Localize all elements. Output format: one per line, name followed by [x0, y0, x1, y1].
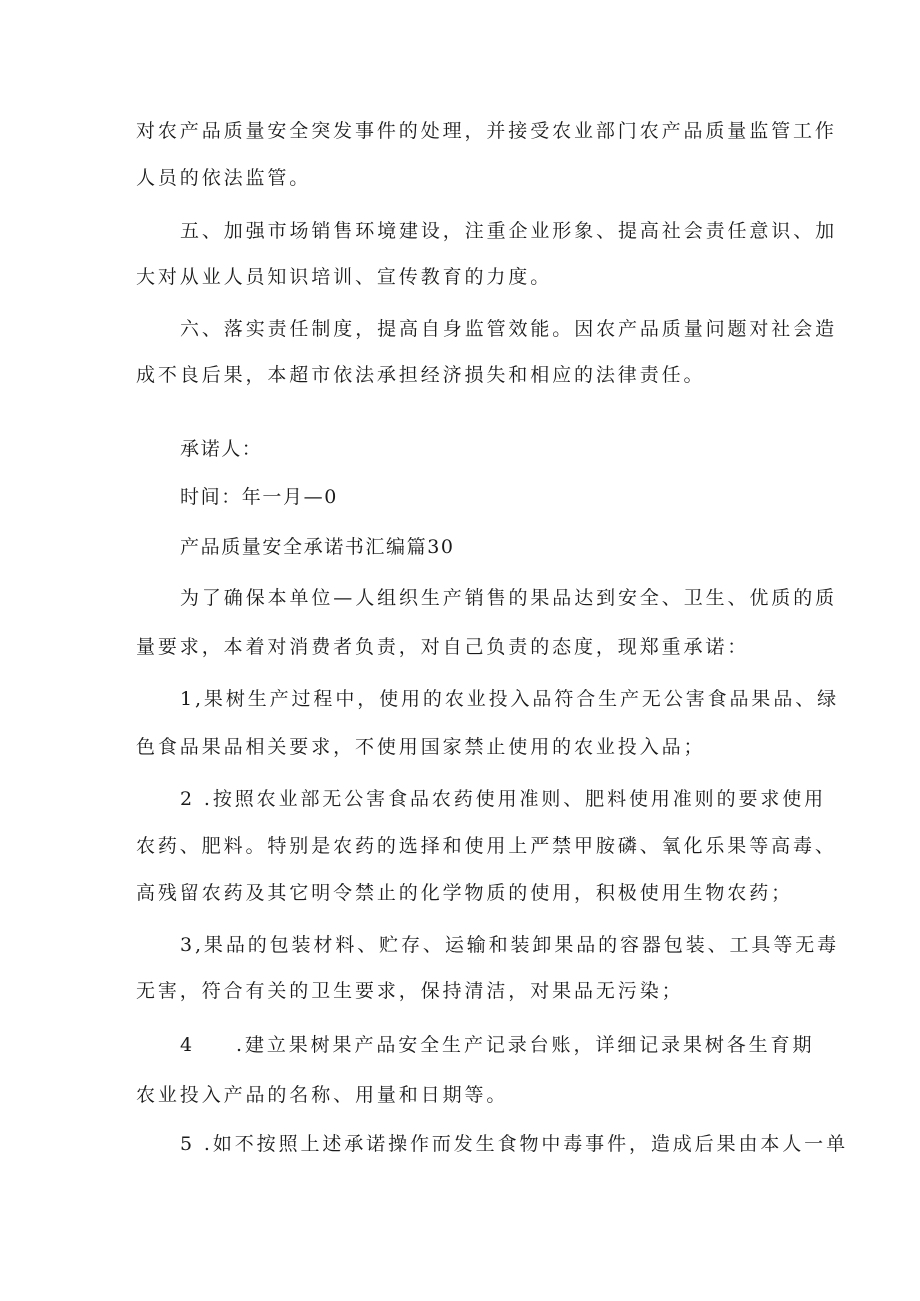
list-item-line: 5 .如不按照上述承诺操作而发生食物中毒事件，造成后果由本人一单	[180, 1133, 848, 1155]
paragraph-line: 对农产品质量安全突发事件的处理，并接受农业部门农产品质量监管工作	[136, 120, 837, 142]
paragraph-line: 成不良后果，本超市依法承担经济损失和相应的法律责任。	[136, 364, 706, 386]
paragraph-line: 六、落实责任制度，提高自身监管效能。因农产品质量问题对社会造	[180, 318, 838, 340]
list-item-line: 2 .按照农业部无公害食品农药使用准则、肥料使用准则的要求使用	[180, 788, 827, 810]
list-item-line: .建立果树果产品安全生产记录台账，详细记录果树各生育期	[236, 1034, 815, 1056]
section-title: 产品质量安全承诺书汇编篇30	[180, 536, 455, 558]
list-item-line: 无害，符合有关的卫生要求，保持清洁，对果品无污染；	[136, 980, 684, 1002]
paragraph-line: 为了确保本单位—人组织生产销售的果品达到安全、卫生、优质的质	[180, 587, 838, 609]
list-item-line: 1,果树生产过程中，使用的农业投入品符合生产无公害食品果品、绿	[180, 688, 840, 710]
list-item-line: 农业投入产品的名称、用量和日期等。	[136, 1084, 509, 1106]
paragraph-line: 大对从业人员知识培训、宣传教育的力度。	[136, 266, 553, 288]
list-item-line: 高残留农药及其它明令禁止的化学物质的使用，积极使用生物农药；	[136, 882, 794, 904]
list-item-number: 4	[180, 1034, 195, 1056]
paragraph-line: 五、加强市场销售环境建设，注重企业形象、提高社会责任意识、加	[180, 220, 838, 242]
paragraph-line: 量要求，本着对消费者负责，对自己负责的态度，现郑重承诺：	[136, 636, 750, 658]
list-item-line: 农药、肥料。特别是农药的选择和使用上严禁甲胺磷、氧化乐果等高毒、	[136, 835, 837, 857]
date-label: 时间：年一月—0	[180, 486, 338, 508]
list-item-line: 色食品果品相关要求，不使用国家禁止使用的农业投入品；	[136, 736, 706, 758]
list-item-line: 3,果品的包装材料、贮存、运输和装卸果品的容器包装、工具等无毒	[180, 934, 840, 956]
paragraph-line: 人员的依法监管。	[136, 167, 312, 189]
signatory-label: 承诺人：	[180, 438, 263, 460]
